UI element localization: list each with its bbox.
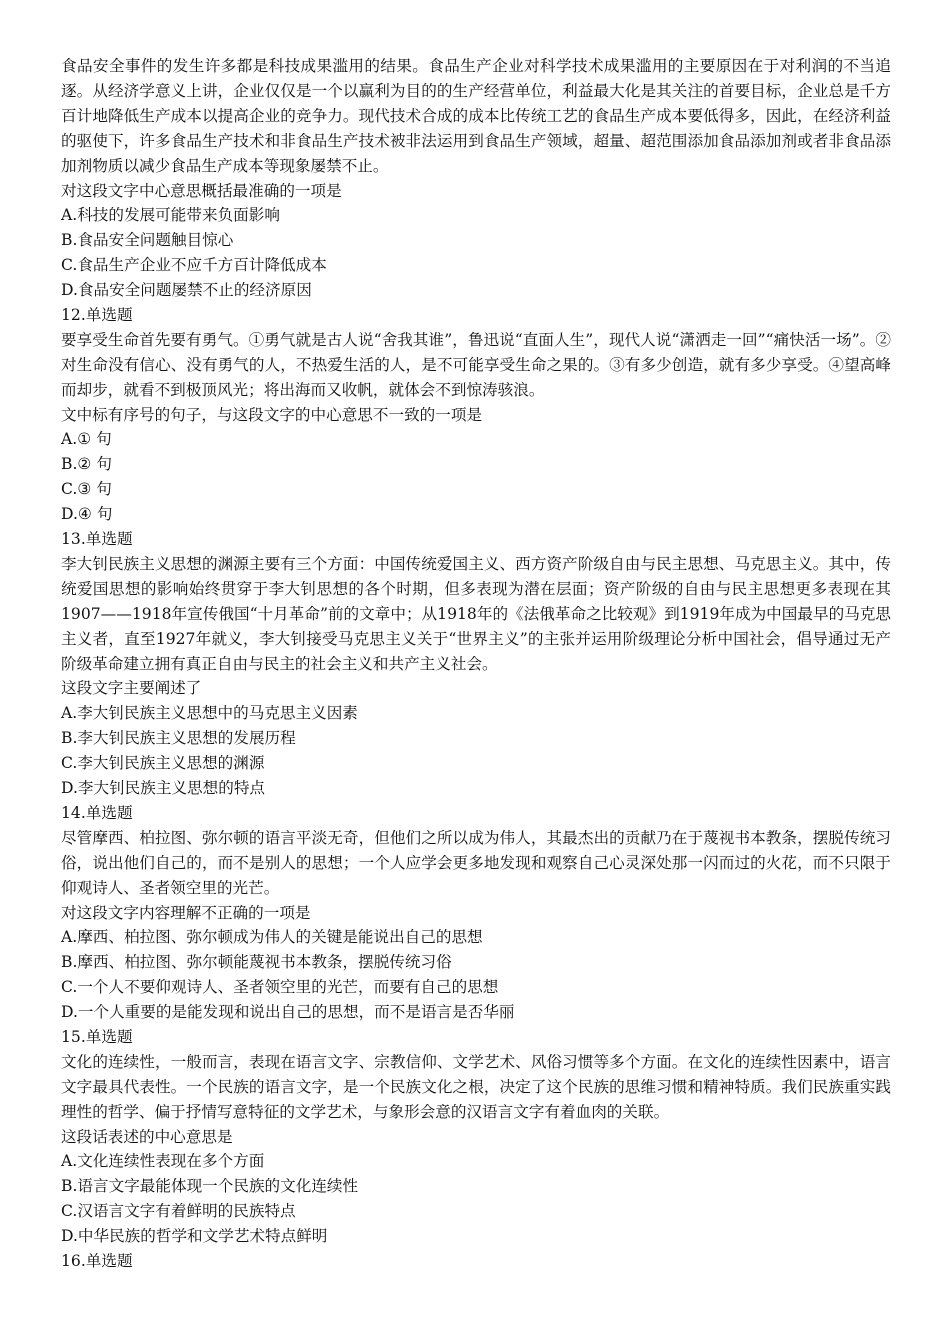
passage: 文化的连续性，一般而言，表现在语言文字、宗教信仰、文学艺术、风俗习惯等多个方面。在文化的连续性因素中，语言文字最具代表性。一个民族的语言文字，是一个民族文化之根，决定了这个民族的思维习惯和精神特质。我们民族重实践理性的哲学、偏于抒情写意特征的文学艺术，与象形会意的汉语言文字有着血肉的关联。 [61, 1052, 891, 1121]
question-header: 15.单选题 [61, 1027, 133, 1046]
question-header: 16.单选题 [61, 1252, 133, 1271]
option-c: C.李大钊民族主义思想的渊源 [61, 754, 265, 773]
option-d: D.李大钊民族主义思想的特点 [61, 779, 266, 798]
passage: 李大钊民族主义思想的渊源主要有三个方面：中国传统爱国主义、西方资产阶级自由与民主思想、马克思主义。其中，传统爱国思想的影响始终贯穿于李大钊思想的各个时期，但多表现为潜在层面；资产阶级的自由与民主思想更多表现在其1907——1918年宣传俄国“十月革命”前的文章中；从1918年的《法俄革命之比较观》到1919年成为中国最早的马克思主义者，直至1927年就义，李大钊接受马克思主义关于“世界主义”的主张并运用阶级理论分析中国社会，倡导通过无产阶级革命建立拥有真正自由与民主的社会主义和共产主义社会。 [61, 554, 891, 673]
question-stem: 文中标有序号的句子，与这段文字的中心意思不一致的一项是 [61, 405, 483, 424]
option-a: A.摩西、柏拉图、弥尔顿成为伟人的关键是能说出自己的思想 [61, 928, 483, 947]
passage: 食品安全事件的发生许多都是科技成果滥用的结果。食品生产企业对科学技术成果滥用的主要原因在于对利润的不当追逐。从经济学意义上讲，企业仅仅是一个以赢利为目的的生产经营单位，利益最大化是其关注的首要目标，企业总是千方百计地降低生产成本以提高企业的竞争力。现代技术合成的成本比传统工艺的食品生产成本要低得多，因此，在经济利益的驱使下，许多食品生产技术和非食品生产技术被非法运用到食品生产领域，超量、超范围添加食品添加剂或者非食品添加剂物质以减少食品生产成本等现象屡禁不止。 [61, 57, 891, 175]
option-b: B.摩西、柏拉图、弥尔顿能蔑视书本教条，摆脱传统习俗 [61, 953, 452, 972]
option-a: A.① 句 [61, 430, 112, 449]
option-c: C.一个人不要仰观诗人、圣者领空里的光芒，而要有自己的思想 [61, 978, 499, 997]
option-a: A.科技的发展可能带来负面影响 [61, 206, 280, 225]
question-header: 13.单选题 [61, 530, 133, 549]
exam-page [61, 54, 891, 1274]
passage: 要享受生命首先要有勇气。①勇气就是古人说“舍我其谁”，鲁迅说“直面人生”，现代人说“潇洒走一回”“痛快活一场”。②对生命没有信心、没有勇气的人，不热爱生活的人，是不可能享受生命之果的。③有多少创造，就有多少享受。④望高峰而却步，就看不到极顶风光；将出海而又收帆，就体会不到惊涛骇浪。 [61, 330, 891, 399]
option-a: A.文化连续性表现在多个方面 [61, 1152, 265, 1171]
question-header: 12.单选题 [61, 305, 133, 324]
question-block-15 [61, 1025, 891, 1249]
question-block-12 [61, 303, 891, 527]
option-c: C.汉语言文字有着鲜明的民族特点 [61, 1202, 296, 1221]
question-block-11 [61, 54, 891, 303]
option-d: D.中华民族的哲学和文学艺术特点鲜明 [61, 1227, 328, 1246]
question-stem: 这段文字主要阐述了 [61, 679, 202, 698]
question-block-14 [61, 801, 891, 1025]
question-header: 14.单选题 [61, 803, 133, 822]
question-block-16 [61, 1249, 891, 1274]
question-stem: 对这段文字内容理解不正确的一项是 [61, 903, 311, 922]
option-d: D.④ 句 [61, 505, 113, 524]
option-d: D.食品安全问题屡禁不止的经济原因 [61, 281, 312, 300]
option-b: B.语言文字最能体现一个民族的文化连续性 [61, 1177, 359, 1196]
option-d: D.一个人重要的是能发现和说出自己的思想，而不是语言是否华丽 [61, 1003, 515, 1022]
option-b: B.李大钊民族主义思想的发展历程 [61, 729, 296, 748]
question-block-13 [61, 527, 891, 801]
option-b: B.② 句 [61, 455, 112, 474]
option-a: A.李大钊民族主义思想中的马克思主义因素 [61, 704, 358, 723]
question-stem: 这段话表述的中心意思是 [61, 1127, 233, 1146]
option-b: B.食品安全问题触目惊心 [61, 231, 234, 250]
option-c: C.③ 句 [61, 480, 112, 499]
passage: 尽管摩西、柏拉图、弥尔顿的语言平淡无奇，但他们之所以成为伟人，其最杰出的贡献乃在于蔑视书本教条，摆脱传统习俗，说出他们自己的，而不是别人的思想；一个人应学会更多地发现和观察自己心灵深处那一闪而过的火花，而不只限于仰观诗人、圣者领空里的光芒。 [61, 828, 891, 897]
question-stem: 对这段文字中心意思概括最准确的一项是 [61, 181, 342, 200]
option-c: C.食品生产企业不应千方百计降低成本 [61, 256, 327, 275]
